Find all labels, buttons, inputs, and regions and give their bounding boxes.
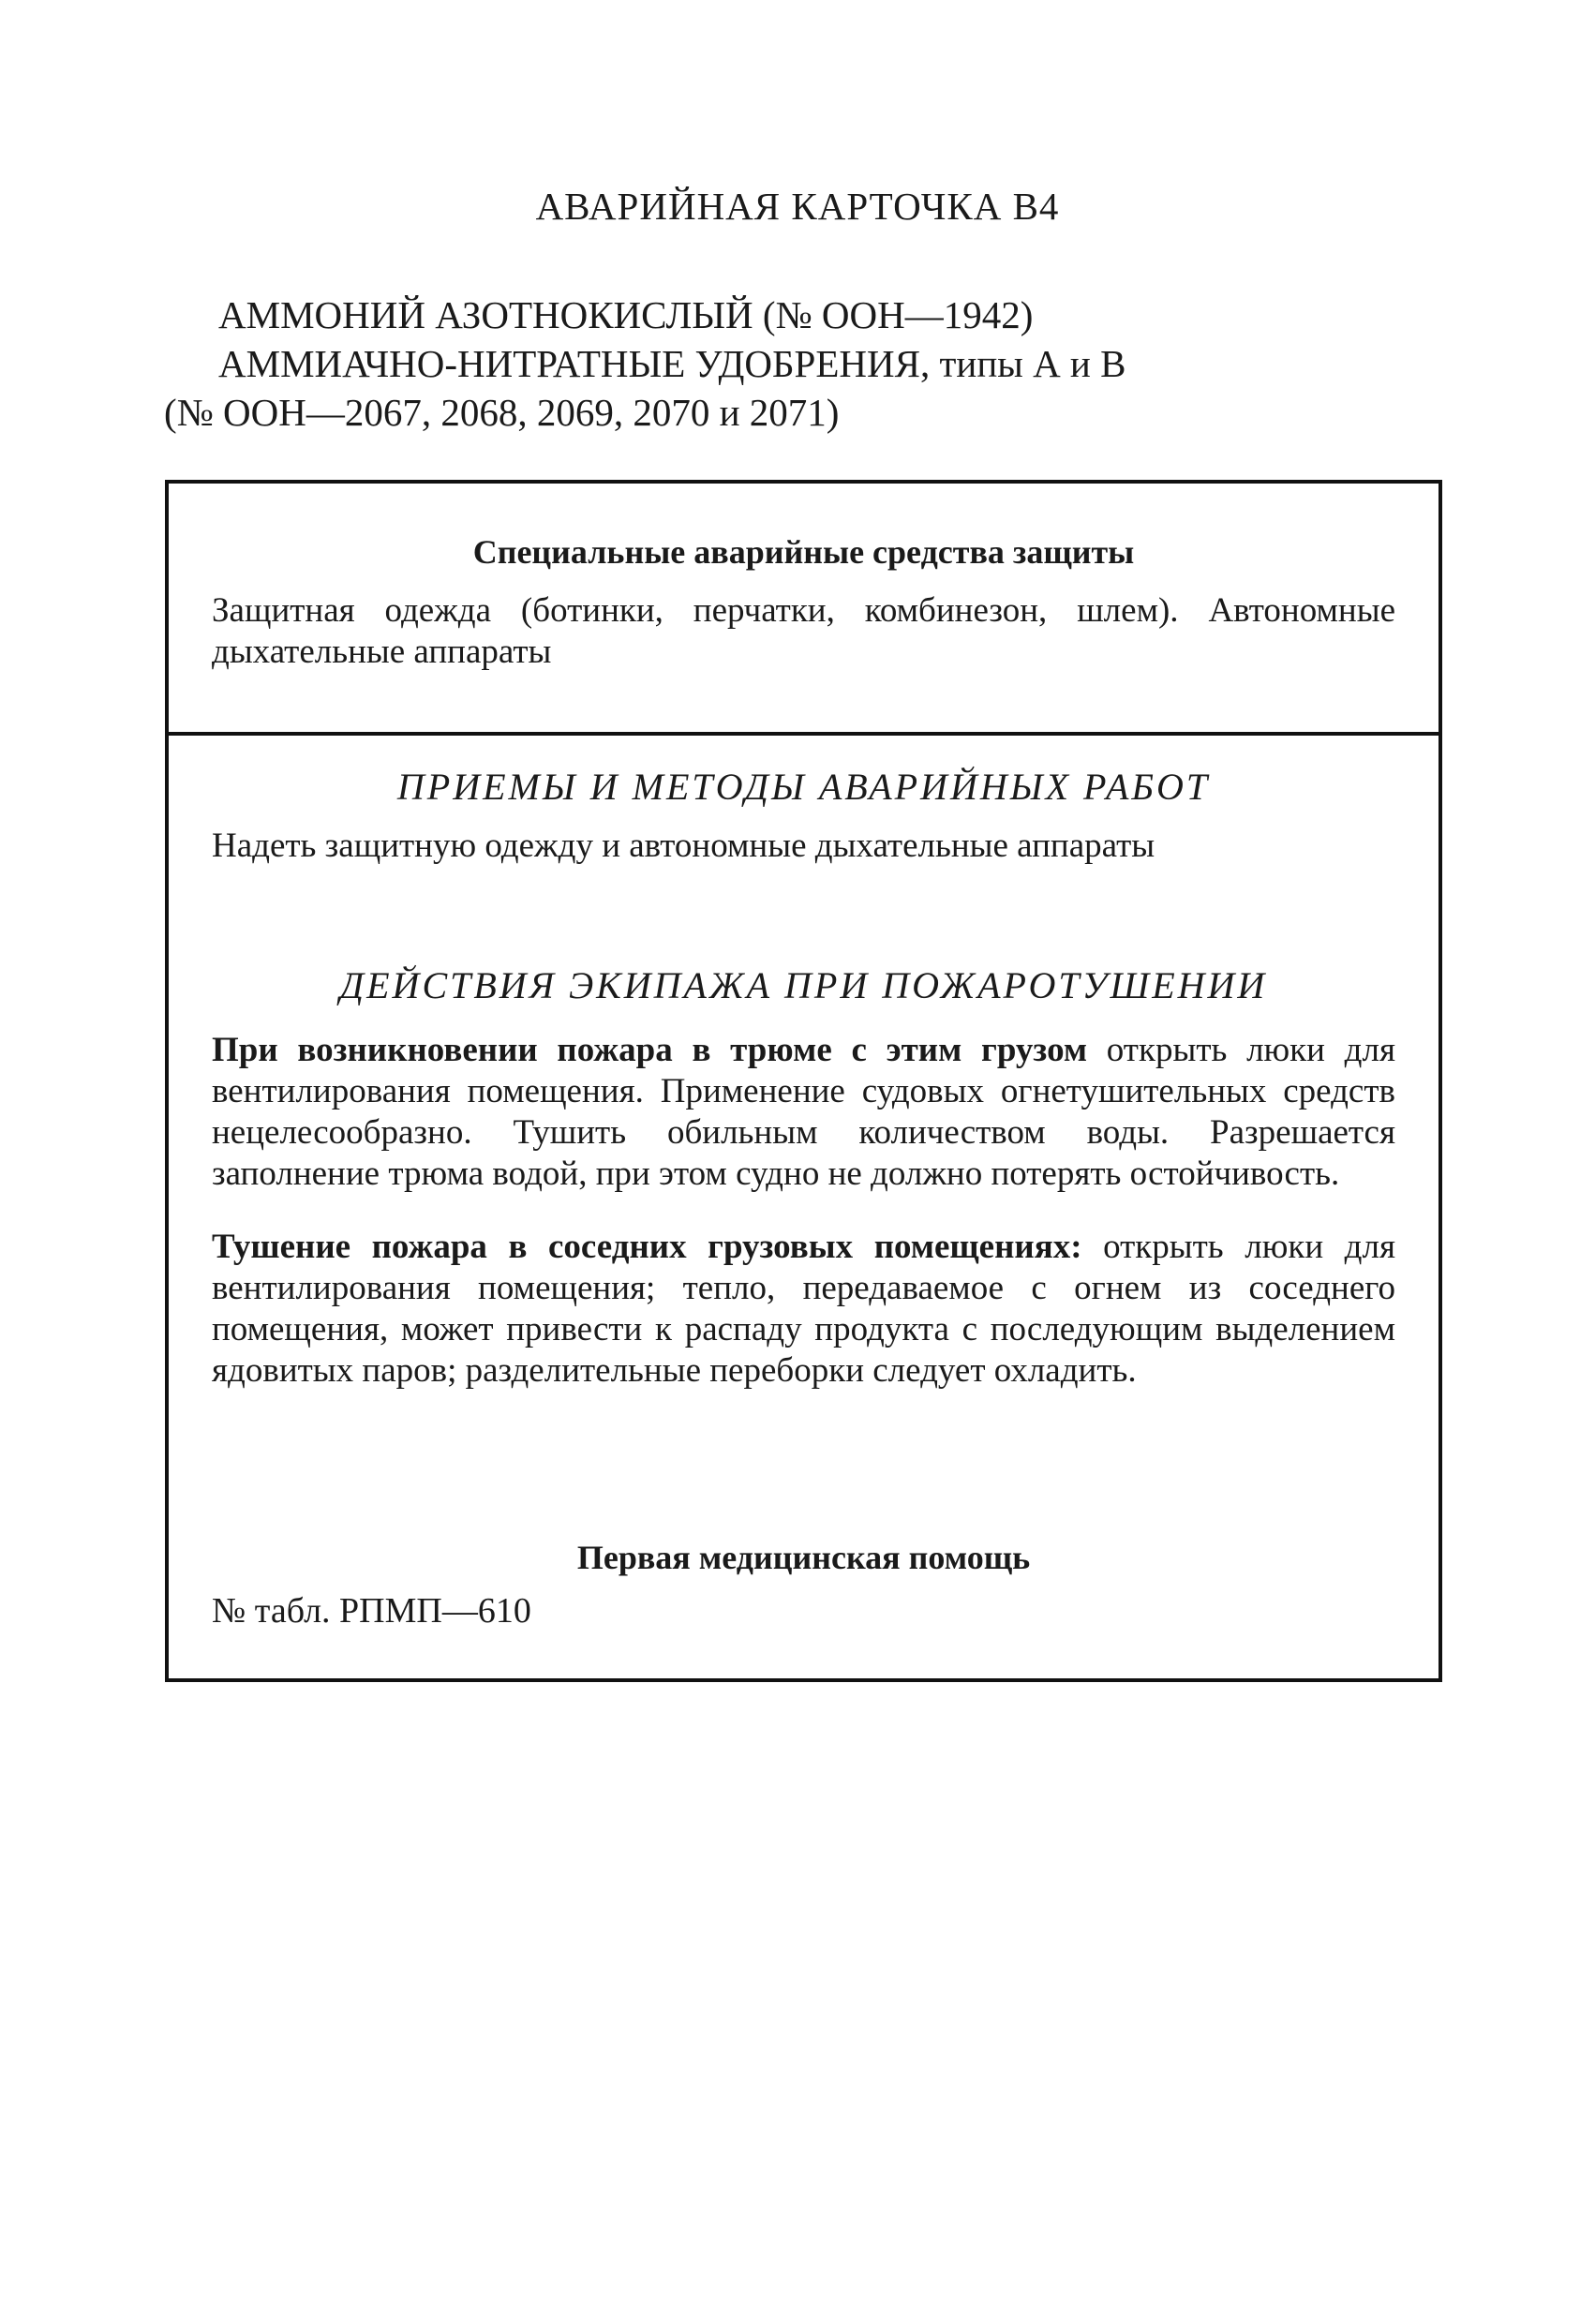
firefighting-paragraph-1: [212, 1030, 1395, 1195]
firefighting-paragraph-2-text: открыть люки для вентилирования помещения; тепло, передаваемое с огнем из соседнего помещения, может привести к распаду продукта с последующим выделением ядовитых паров; разделительные переборки следует охладить.: [212, 1228, 1395, 1390]
heading-line-3: (№ ООН—2067, 2068, 2069, 2070 и 2071): [164, 391, 840, 434]
firefighting-paragraph-1-lead: При возникновении пожара в трюме с этим грузом: [212, 1031, 1088, 1069]
first-aid-section: [212, 1538, 1395, 1631]
firefighting-title: ДЕЙСТВИЯ ЭКИПАЖА ПРИ ПОЖАРОТУШЕНИИ: [339, 964, 1268, 1006]
first-aid-reference: № табл. РПМП—610: [212, 1591, 531, 1631]
emergency-card: [165, 480, 1442, 1682]
protection-text: Защитная одежда (ботинки, перчатки, комбинезон, шлем). Автономные дыхательные аппараты: [212, 591, 1395, 671]
firefighting-paragraph-1-text: открыть люки для вентилирования помещения. Применение судовых огнетушительных средств нецелесообразно. Тушить обильным количеством воды. Разрешается заполнение трюма водой, при этом судно не должно потерять остойчивость.: [212, 1031, 1395, 1193]
heading-line-2: АММИАЧНО-НИТРАТНЫЕ УДОБРЕНИЯ, типы А и В: [218, 342, 1126, 385]
protection-title: Специальные аварийные средства защиты: [472, 533, 1135, 571]
emergency-title: ПРИЕМЫ И МЕТОДЫ АВАРИЙНЫХ РАБОТ: [396, 766, 1211, 808]
substance-heading: [164, 290, 1401, 437]
firefighting-paragraph-2-lead: Тушение пожара в соседних грузовых помещениях:: [212, 1228, 1082, 1266]
firefighting-section: [212, 963, 1395, 1392]
emergency-section: [212, 765, 1395, 867]
heading-line-1: АММОНИЙ АЗОТНОКИСЛЫЙ (№ ООН—1942): [218, 293, 1034, 336]
page-title: АВАРИЙНАЯ КАРТОЧКА В4: [535, 185, 1060, 228]
section-divider: [169, 732, 1438, 736]
firefighting-paragraph-2: [212, 1227, 1395, 1392]
emergency-text: Надеть защитную одежду и автономные дыхательные аппараты: [212, 827, 1155, 865]
protection-section: [212, 532, 1395, 673]
first-aid-title: Первая медицинская помощь: [576, 1539, 1031, 1576]
